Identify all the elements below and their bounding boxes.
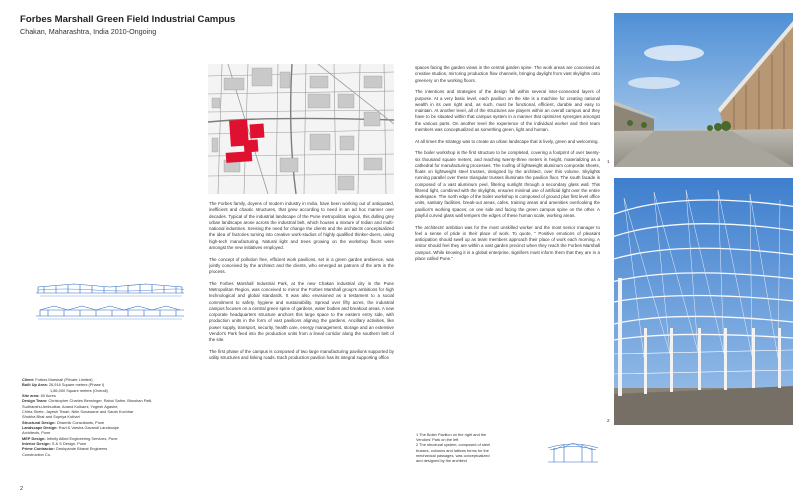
- credit-line: Shobha Bhat and Supriya Kothari: [22, 414, 80, 420]
- page-number: 2: [20, 486, 24, 492]
- elevation-sketch-top: [34, 278, 186, 300]
- credit-line: Prime Contractor: Deshpande Bharat Engineers: [22, 446, 108, 452]
- paragraph: The first phase of the campus is composed of two large manufacturing pavilions supported by utility structures and linking roads. Each production pavilion has its integral supporting office: [209, 348, 394, 360]
- credit-line: MEP Design: Infinity Allied Engineering Services, Pune: [22, 435, 118, 441]
- structure-photo: [614, 178, 793, 425]
- credit-line: Structural Design: Dharmik Consultants, Pune: [22, 419, 105, 425]
- paragraph: The architects' ambition was for the most unskilled worker and the most senior manager to feel a sense of pride in their place of work. To quote, " Positive emotions of pleasant anticipation should swell up as team members approach their place of work each morning. A visitor should feel they are within a vast garden precinct when they reach the Forbes Marshall campus. While knowing it is a global enterprise, signifiers must inform them that they are in a place called Pune.": [415, 224, 600, 261]
- paragraph: The boiler workshop is the first structure to be completed, covering a footprint of over twenty-six thousand square meters, and reaching twenty-three meters in height, materializing as a cathedral for manufacturing processes. The roofing of lightweight aluminum composite sheets, floats on lightweight steel trusses, designed by the architect, over this volume. Skylights running parallel over these triangular trusses illuminate the pavilion floor. The south facade is composed of a vast aluminum peel, filtering sunlight through a secondary glass wall. This filtered light, combined with the skylights, ensures minimal use of artificial light over the entire workspace. The north edge of the boiler workshop is composed of ground plus first level office units, sanitary facilities, break-out areas, cafes, training areas and amenities overlooking the pavilion's working spaces, on one side and facing the green campus spine on the other. A playful curved glass wall tempers the edges of these human scale, working areas.: [415, 150, 600, 218]
- figure-2-number: 2: [607, 418, 610, 423]
- paragraph: The concept of pollution free, efficient work pavilions, set in a green garden ambience, was jointly conceived by the architect and the clients, who emerged as patrons of the arts in the process.: [209, 256, 394, 274]
- figure-1-number: 1: [607, 159, 610, 164]
- paragraph: spaces facing the garden views in the central garden spine. The work areas are conceived as creative studios, mirroring production flow channels, bringing daylight from vast skylights onto greenery on the working floors.: [415, 65, 600, 83]
- project-credits: [22, 377, 190, 457]
- credit-line: Client: Forbes Marshall (Private Limited): [22, 377, 93, 382]
- figure-captions: 1 The Boiler Pavilion on the right and the Vendors' Park on the left 2 The structural system, composed of steel trusses, columns and lattices forms for the mechanical passages, was conceptualized and designed by the architect: [416, 432, 491, 464]
- credit-line: Architects, Pune: [22, 430, 51, 436]
- site-plan-map: [208, 64, 394, 194]
- credit-line: Construction Co.: [22, 451, 51, 457]
- paragraph: The intentions and strategies of the design fall within several inter-connected layers of purpose. At a very basic level, each pavilion on the site is a machine for creating national wealth in its own right and, as such, must be functional, efficient, durable and easy to maintain. At another level, all of the structures are players within an overall campus and they have to be situated within that campus system in a manner that optimizes synergies amongst the various parts. On another level the experience of the individual worker and their team members was conceptualized as something green, light and human.: [415, 89, 600, 132]
- credit-line: Landscape Design: Ravi & Varsha Gavandi Landscape: [22, 425, 120, 431]
- paragraph: At all times the strategy was to create an urban landscape that is lively, green and welcoming.: [415, 138, 599, 144]
- page-subtitle: Chakan, Maharashtra, India 2010-Ongoing: [20, 27, 157, 36]
- page-title: Forbes Marshall Green Field Industrial Campus: [20, 14, 236, 25]
- credit-line: 1,86,000 Square meters (Overall): [50, 387, 108, 393]
- paragraph: The Forbes Marshall Industrial Park, at the new Chakan industrial city in the Pune Metropolitan Region, was conceived to mirror the Forbes Marshall group's ambitions for high technological and global standards. It was also envisioned as a testament to a social commitment to safety, hygiene and sustainability. Spread over fifty acres, the industrial campus focuses on a central green spine of gardens, water bodies and breakout areas. A new corporate headquarters structure anchors this large space to the eastern entry side, with production units in the form of vast pavilions aligning the gardens. Ancillary activities, like power supply, transport, security, health care, energy management, storage and an extensive Vendor's Park feed into the production units from a lineal corridor along the southern belt of the site.: [209, 280, 394, 342]
- body-text-column-1: [209, 201, 394, 492]
- body-text-column-2: [415, 65, 600, 425]
- exterior-photo: [614, 13, 793, 167]
- credit-line: Interior Design: S & S Design, Pune: [22, 441, 87, 447]
- credit-line: Site area: 50 Acres: [22, 393, 56, 399]
- credit-line: Chitra Shete, Jayesh Tiwari, Nitin Sonawane and Sarah Kochhar: [22, 409, 134, 415]
- roof-truss-sketch: [546, 438, 600, 466]
- elevation-sketch-bottom: [34, 302, 186, 322]
- credit-line: Sudhanshu Ambudkar, Anand Kulkarni, Yogesh Agashe,: [22, 403, 119, 409]
- credit-line: Built Up Area: 26,916 Square meters (Phase I): [22, 382, 105, 388]
- credit-line: Design Team: Christopher Charles Benninger, Rahul Sathe, Bhushan Patil,: [22, 398, 153, 404]
- paragraph: The Forbes family, doyens of modern industry in India, have been working out of antiquated, inefficient and chaotic structures, that grew according to need in an ad hoc manner over decades. Typical of the industrial landscape of the Pune metropolitan region, this dulling grey urban landscape arose across the industrial belt, which houses a mixture of Indian and multi-national industries. Sensing the need for change the clients and the architects conceptualized the idea of factories turning into creative work-studios of highly qualified thinker-doers, using high-tech manufacturing. Natural light and trees growing on the workshop floors were amongst the new initiatives employed.: [209, 201, 394, 250]
